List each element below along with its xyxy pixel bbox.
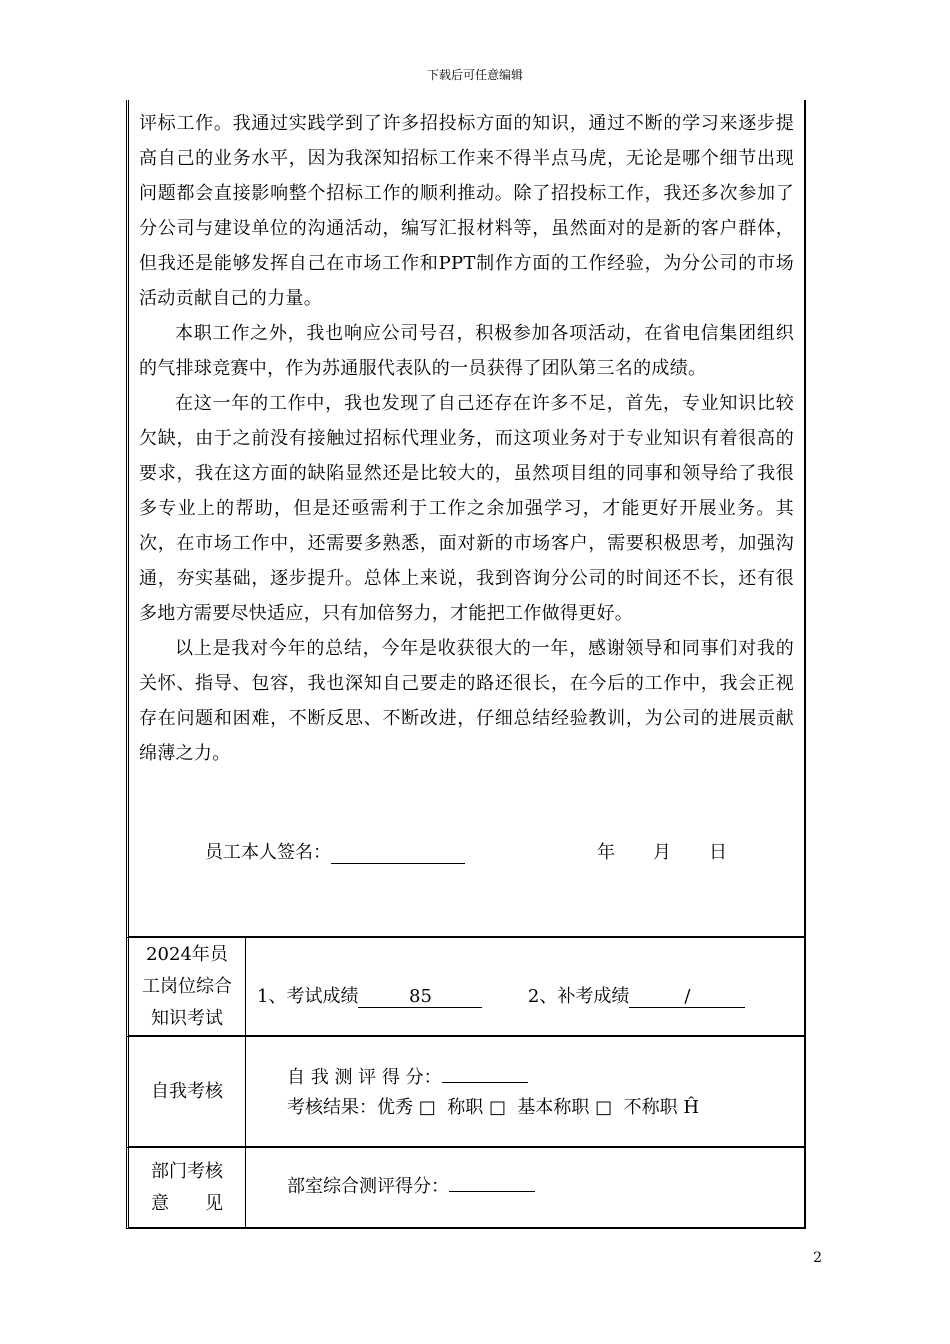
- option-incompetent-label: 不称职: [623, 1097, 678, 1118]
- self-eval-label: 自我考核: [129, 1037, 246, 1146]
- self-eval-row: [126, 1037, 806, 1148]
- paragraph-1: 评标工作。我通过实践学到了许多招投标方面的知识，通过不断的学习来逐步提高自己的业务水平，因为我深知招标工作来不得半点马虎，无论是哪个细节出现问题都会直接影响整个招标工作的顺利推动。除了招投标工作，我还多次参加了分公司与建设单位的沟通活动，编写汇报材料等，虽然面对的是新的客户群体，但我还是能够发挥自己在市场工作和PPT制作方面的工作经验，为分公司的市场活动贡献自己的力量。: [139, 113, 794, 309]
- dept-eval-label-line-1: 部门考核: [151, 1160, 223, 1182]
- exam-score-value: 85: [358, 986, 482, 1008]
- exam-content: [247, 938, 804, 1035]
- signature-line[interactable]: [331, 843, 465, 864]
- signature-label: 员工本人签名：: [205, 842, 331, 863]
- date-year-label: 年: [597, 842, 615, 863]
- paragraph-4: 以上是我对今年的总结，今年是收获很大的一年，感谢领导和同事们对我的关怀、指导、包容，我也深知自己要走的路还很长，在今后的工作中，我会正视存在问题和困难，不断反思、不断改进，仔细总结经验教训，为公司的进展贡献绵薄之力。: [139, 638, 794, 764]
- option-incompetent-checkbox[interactable]: Ĥ: [683, 1097, 700, 1118]
- date-row: [597, 838, 765, 864]
- exam-row: [126, 938, 806, 1037]
- option-excellent-checkbox[interactable]: □: [418, 1097, 436, 1118]
- self-score-label: 自 我 测 评 得 分：: [287, 1067, 442, 1088]
- option-excellent-label: 优秀: [377, 1097, 413, 1118]
- signature-row: [205, 838, 465, 864]
- dept-eval-content: [247, 1148, 804, 1227]
- summary-text: [139, 106, 794, 771]
- exam-label-line-3: 知识考试: [151, 1007, 223, 1029]
- exam-label: [129, 938, 246, 1035]
- self-score-field[interactable]: [442, 1061, 528, 1083]
- exam-score-label: 1、考试成绩: [257, 986, 359, 1007]
- option-competent-label: 称职: [447, 1097, 484, 1118]
- dept-eval-row: [126, 1148, 806, 1229]
- makeup-score-value: /: [629, 986, 745, 1008]
- option-competent-checkbox[interactable]: □: [488, 1097, 506, 1118]
- paragraph-2: 本职工作之外，我也响应公司号召，积极参加各项活动，在省电信集团组织的气排球竞赛中，作为苏通服代表队的一员获得了团队第三名的成绩。: [139, 323, 794, 379]
- date-month-label: 月: [653, 842, 671, 863]
- option-basic-label: 基本称职: [517, 1097, 590, 1118]
- page-header: 下载后可任意编辑: [426, 68, 523, 82]
- result-label: 考核结果：: [287, 1097, 377, 1118]
- makeup-score-label: 2、补考成绩: [527, 986, 630, 1007]
- self-eval-content: [247, 1037, 804, 1146]
- summary-cell: [126, 100, 806, 938]
- dept-eval-label: [129, 1148, 246, 1227]
- dept-score-label: 部室综合测评得分：: [287, 1176, 449, 1197]
- dept-eval-label-line-2: 意 见: [151, 1192, 223, 1214]
- dept-score-field[interactable]: [449, 1170, 535, 1192]
- date-day-label: 日: [709, 842, 727, 863]
- option-basic-checkbox[interactable]: □: [595, 1097, 613, 1118]
- exam-label-line-2: 工岗位综合: [142, 975, 232, 997]
- exam-label-line-1: 2024年员: [146, 943, 228, 965]
- page-number: 2: [813, 1250, 822, 1266]
- paragraph-3: 在这一年的工作中，我也发现了自己还存在许多不足，首先，专业知识比较欠缺，由于之前没有接触过招标代理业务，而这项业务对于专业知识有着很高的要求，我在这方面的缺陷显然还是比较大的，虽然项目组的同事和领导给了我很多专业上的帮助，但是还亟需利于工作之余加强学习，才能更好开展业务。其次，在市场工作中，还需要多熟悉，面对新的市场客户，需要积极思考，加强沟通，夯实基础，逐步提升。总体上来说，我到咨询分公司的时间还不长，还有很多地方需要尽快适应，只有加倍努力，才能把工作做得更好。: [139, 393, 794, 624]
